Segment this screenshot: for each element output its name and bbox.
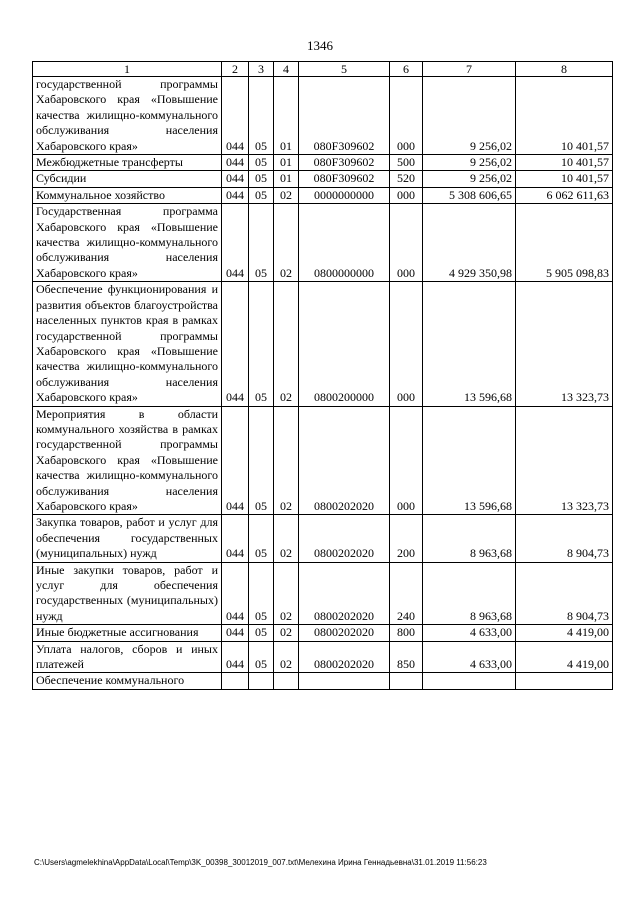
column-header: 3 [249, 62, 274, 77]
table-row [33, 187, 613, 203]
section-code: 05 [249, 282, 274, 406]
budget-item-name: Иные закупки товаров, работ и услуг для обеспечения государственных (муниципальных) нужд [33, 562, 222, 625]
budget-item-name: Закупка товаров, работ и услуг для обеспечения государственных (муниципальных) нужд [33, 515, 222, 562]
amount-year-1: 8 963,68 [423, 562, 516, 625]
budget-item-name: Коммунальное хозяйство [33, 187, 222, 203]
amount-year-2: 13 323,73 [516, 282, 613, 406]
expense-type-code: 000 [390, 282, 423, 406]
column-header: 2 [222, 62, 249, 77]
expense-type-code [390, 673, 423, 689]
column-header: 5 [299, 62, 390, 77]
amount-year-1: 8 963,68 [423, 515, 516, 562]
amount-year-2: 6 062 611,63 [516, 187, 613, 203]
table-row [33, 673, 613, 689]
ministry-code: 044 [222, 515, 249, 562]
amount-year-2 [516, 673, 613, 689]
expense-type-code: 240 [390, 562, 423, 625]
section-code: 05 [249, 641, 274, 673]
expense-type-code: 000 [390, 187, 423, 203]
target-article-code: 0800202020 [299, 625, 390, 641]
table-row [33, 641, 613, 673]
amount-year-2: 13 323,73 [516, 406, 613, 515]
budget-item-name: Уплата налогов, сборов и иных платежей [33, 641, 222, 673]
amount-year-2: 8 904,73 [516, 515, 613, 562]
expense-type-code: 200 [390, 515, 423, 562]
ministry-code: 044 [222, 562, 249, 625]
subsection-code: 01 [274, 155, 299, 171]
section-code: 05 [249, 155, 274, 171]
amount-year-2: 10 401,57 [516, 171, 613, 187]
expense-type-code: 000 [390, 406, 423, 515]
budget-item-name: Государственная программа Хабаровского края «Повышение качества жилищно-коммунального обслуживания населения Хабаровского края» [33, 204, 222, 282]
target-article-code: 080F309602 [299, 77, 390, 155]
amount-year-1: 9 256,02 [423, 155, 516, 171]
section-code: 05 [249, 171, 274, 187]
page-number: 1346 [307, 38, 333, 53]
amount-year-1: 4 633,00 [423, 641, 516, 673]
amount-year-2: 5 905 098,83 [516, 204, 613, 282]
file-path-footer: C:\Users\agmelekhina\AppData\Local\Temp\3K_00398_30012019_007.txt\Мелехина Ирина Геннадьевна\31.01.2019 11:56:23 [34, 858, 487, 867]
column-header: 4 [274, 62, 299, 77]
amount-year-1: 5 308 606,65 [423, 187, 516, 203]
table-row [33, 562, 613, 625]
ministry-code: 044 [222, 204, 249, 282]
amount-year-2: 10 401,57 [516, 77, 613, 155]
table-row [33, 406, 613, 515]
budget-item-name: Субсидии [33, 171, 222, 187]
ministry-code: 044 [222, 155, 249, 171]
amount-year-1: 9 256,02 [423, 171, 516, 187]
subsection-code: 01 [274, 77, 299, 155]
subsection-code: 02 [274, 204, 299, 282]
target-article-code: 0800200000 [299, 282, 390, 406]
table-row [33, 77, 613, 155]
ministry-code: 044 [222, 282, 249, 406]
ministry-code [222, 673, 249, 689]
amount-year-2: 4 419,00 [516, 625, 613, 641]
budget-item-name: государственной программы Хабаровского края «Повышение качества жилищно-коммунального обслуживания населения Хабаровского края» [33, 77, 222, 155]
subsection-code: 02 [274, 625, 299, 641]
section-code: 05 [249, 625, 274, 641]
section-code: 05 [249, 204, 274, 282]
budget-item-name: Иные бюджетные ассигнования [33, 625, 222, 641]
amount-year-2: 10 401,57 [516, 155, 613, 171]
amount-year-1: 4 929 350,98 [423, 204, 516, 282]
amount-year-1: 4 633,00 [423, 625, 516, 641]
table-row [33, 171, 613, 187]
amount-year-1: 9 256,02 [423, 77, 516, 155]
subsection-code [274, 673, 299, 689]
ministry-code: 044 [222, 171, 249, 187]
target-article-code: 0800202020 [299, 406, 390, 515]
expense-type-code: 000 [390, 77, 423, 155]
subsection-code: 02 [274, 562, 299, 625]
target-article-code: 080F309602 [299, 171, 390, 187]
column-header: 8 [516, 62, 613, 77]
target-article-code [299, 673, 390, 689]
table-row [33, 515, 613, 562]
budget-item-name: Обеспечение функционирования и развития объектов благоустройства населенных пунктов края в рамках государственной программы Хабаровского края «Повышение качества жилищно-коммунального обслуживания населения Хабаровского края» [33, 282, 222, 406]
section-code: 05 [249, 77, 274, 155]
target-article-code: 0800202020 [299, 515, 390, 562]
ministry-code: 044 [222, 77, 249, 155]
subsection-code: 02 [274, 515, 299, 562]
amount-year-2: 8 904,73 [516, 562, 613, 625]
column-header: 6 [390, 62, 423, 77]
target-article-code: 0800202020 [299, 641, 390, 673]
ministry-code: 044 [222, 625, 249, 641]
amount-year-1 [423, 673, 516, 689]
table-header-row [33, 62, 613, 77]
expense-type-code: 800 [390, 625, 423, 641]
section-code [249, 673, 274, 689]
ministry-code: 044 [222, 406, 249, 515]
column-header: 1 [33, 62, 222, 77]
subsection-code: 02 [274, 641, 299, 673]
table-row [33, 155, 613, 171]
budget-item-name: Мероприятия в области коммунального хозяйства в рамках государственной программы Хабаровского края «Повышение качества жилищно-коммунального обслуживания населения Хабаровского края» [33, 406, 222, 515]
section-code: 05 [249, 562, 274, 625]
target-article-code: 0800202020 [299, 562, 390, 625]
budget-item-name: Обеспечение коммунального [33, 673, 222, 689]
subsection-code: 02 [274, 406, 299, 515]
ministry-code: 044 [222, 641, 249, 673]
table-row [33, 204, 613, 282]
amount-year-2: 4 419,00 [516, 641, 613, 673]
amount-year-1: 13 596,68 [423, 406, 516, 515]
target-article-code: 0000000000 [299, 187, 390, 203]
section-code: 05 [249, 406, 274, 515]
expense-type-code: 850 [390, 641, 423, 673]
subsection-code: 02 [274, 187, 299, 203]
subsection-code: 02 [274, 282, 299, 406]
table-row [33, 625, 613, 641]
target-article-code: 0800000000 [299, 204, 390, 282]
ministry-code: 044 [222, 187, 249, 203]
section-code: 05 [249, 515, 274, 562]
budget-table [32, 61, 613, 690]
expense-type-code: 520 [390, 171, 423, 187]
subsection-code: 01 [274, 171, 299, 187]
section-code: 05 [249, 187, 274, 203]
column-header: 7 [423, 62, 516, 77]
table-row [33, 282, 613, 406]
target-article-code: 080F309602 [299, 155, 390, 171]
budget-item-name: Межбюджетные трансферты [33, 155, 222, 171]
expense-type-code: 500 [390, 155, 423, 171]
expense-type-code: 000 [390, 204, 423, 282]
amount-year-1: 13 596,68 [423, 282, 516, 406]
